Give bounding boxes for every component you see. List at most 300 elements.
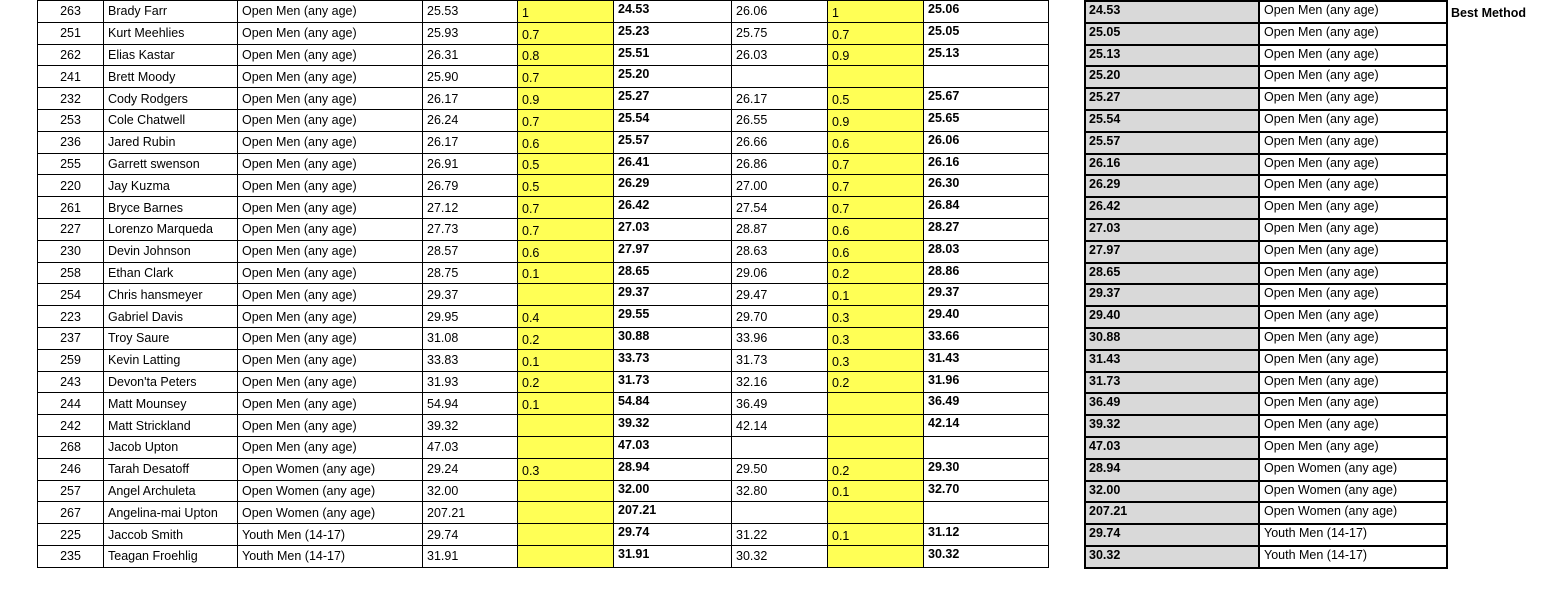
run1-adjustment-cell[interactable] — [518, 415, 614, 437]
bib-cell[interactable]: 237 — [38, 327, 104, 349]
run1-result-cell[interactable]: 25.57 — [614, 131, 732, 153]
best-time-cell[interactable]: 30.32 — [1085, 546, 1259, 568]
run1-time-cell[interactable]: 28.57 — [423, 240, 518, 262]
best-category-cell[interactable]: Open Women (any age) — [1259, 502, 1447, 524]
run1-time-cell[interactable]: 207.21 — [423, 502, 518, 524]
run1-adjustment-cell[interactable]: 0.6 — [518, 240, 614, 262]
run2-result-cell[interactable]: 31.43 — [924, 349, 1049, 371]
best-time-cell[interactable]: 28.94 — [1085, 459, 1259, 481]
best-time-cell[interactable]: 207.21 — [1085, 502, 1259, 524]
run1-time-cell[interactable]: 29.74 — [423, 524, 518, 546]
run2-adjustment-cell[interactable]: 1 — [828, 1, 924, 23]
run2-adjustment-cell[interactable]: 0.9 — [828, 44, 924, 66]
run1-time-cell[interactable]: 26.17 — [423, 131, 518, 153]
category-cell[interactable]: Open Men (any age) — [238, 240, 423, 262]
run2-adjustment-cell[interactable]: 0.1 — [828, 524, 924, 546]
run1-adjustment-cell[interactable]: 0.4 — [518, 306, 614, 328]
run2-result-cell[interactable]: 31.96 — [924, 371, 1049, 393]
run1-result-cell[interactable]: 28.94 — [614, 458, 732, 480]
run2-time-cell[interactable]: 27.54 — [732, 197, 828, 219]
run2-time-cell[interactable]: 25.75 — [732, 22, 828, 44]
run1-result-cell[interactable]: 31.73 — [614, 371, 732, 393]
run2-result-cell[interactable]: 26.84 — [924, 197, 1049, 219]
run1-adjustment-cell[interactable]: 0.2 — [518, 327, 614, 349]
best-category-cell[interactable]: Open Men (any age) — [1259, 241, 1447, 263]
bib-cell[interactable]: 253 — [38, 109, 104, 131]
best-category-cell[interactable]: Open Men (any age) — [1259, 66, 1447, 88]
name-cell[interactable]: Teagan Froehlig — [104, 545, 238, 567]
bib-cell[interactable]: 235 — [38, 545, 104, 567]
run1-adjustment-cell[interactable] — [518, 502, 614, 524]
run1-result-cell[interactable]: 27.03 — [614, 218, 732, 240]
run2-time-cell[interactable]: 30.32 — [732, 545, 828, 567]
run2-result-cell[interactable]: 26.06 — [924, 131, 1049, 153]
run1-adjustment-cell[interactable] — [518, 436, 614, 458]
bib-cell[interactable]: 232 — [38, 88, 104, 110]
bib-cell[interactable]: 268 — [38, 436, 104, 458]
run1-result-cell[interactable]: 29.37 — [614, 284, 732, 306]
best-time-cell[interactable]: 29.37 — [1085, 284, 1259, 306]
best-category-cell[interactable]: Open Men (any age) — [1259, 132, 1447, 154]
best-time-cell[interactable]: 26.42 — [1085, 197, 1259, 219]
best-time-cell[interactable]: 25.20 — [1085, 66, 1259, 88]
run2-time-cell[interactable]: 42.14 — [732, 415, 828, 437]
best-row — [1085, 66, 1447, 88]
category-cell[interactable]: Open Men (any age) — [238, 371, 423, 393]
run1-adjustment-cell[interactable] — [518, 284, 614, 306]
run2-time-cell[interactable]: 26.55 — [732, 109, 828, 131]
run2-time-cell[interactable]: 29.47 — [732, 284, 828, 306]
run1-time-cell[interactable]: 25.53 — [423, 1, 518, 23]
run2-result-cell[interactable] — [924, 502, 1049, 524]
run2-adjustment-cell[interactable] — [828, 545, 924, 567]
run1-time-cell[interactable]: 28.75 — [423, 262, 518, 284]
run2-result-cell[interactable]: 25.05 — [924, 22, 1049, 44]
run1-result-cell[interactable]: 207.21 — [614, 502, 732, 524]
run2-time-cell[interactable]: 29.70 — [732, 306, 828, 328]
name-cell[interactable]: Jay Kuzma — [104, 175, 238, 197]
run2-result-cell[interactable]: 31.12 — [924, 524, 1049, 546]
run2-result-cell[interactable]: 25.65 — [924, 109, 1049, 131]
name-cell[interactable]: Chris hansmeyer — [104, 284, 238, 306]
run1-time-cell[interactable]: 26.31 — [423, 44, 518, 66]
name-cell[interactable]: Cody Rodgers — [104, 88, 238, 110]
best-category-cell[interactable]: Open Men (any age) — [1259, 328, 1447, 350]
run1-time-cell[interactable]: 25.90 — [423, 66, 518, 88]
bib-cell[interactable]: 223 — [38, 306, 104, 328]
run2-time-cell[interactable]: 32.80 — [732, 480, 828, 502]
bib-cell[interactable]: 255 — [38, 153, 104, 175]
run1-result-cell[interactable]: 32.00 — [614, 480, 732, 502]
run1-time-cell[interactable]: 27.73 — [423, 218, 518, 240]
run2-time-cell[interactable]: 28.63 — [732, 240, 828, 262]
run1-time-cell[interactable]: 54.94 — [423, 393, 518, 415]
run1-adjustment-cell[interactable] — [518, 524, 614, 546]
run2-adjustment-cell[interactable]: 0.2 — [828, 371, 924, 393]
run1-time-cell[interactable]: 26.79 — [423, 175, 518, 197]
run1-adjustment-cell[interactable]: 0.9 — [518, 88, 614, 110]
run1-time-cell[interactable]: 27.12 — [423, 197, 518, 219]
run1-time-cell[interactable]: 33.83 — [423, 349, 518, 371]
table-row — [38, 175, 1049, 197]
best-category-cell[interactable]: Open Men (any age) — [1259, 45, 1447, 67]
run2-result-cell[interactable]: 33.66 — [924, 327, 1049, 349]
run2-result-cell[interactable]: 29.30 — [924, 458, 1049, 480]
name-cell[interactable]: Elias Kastar — [104, 44, 238, 66]
run1-adjustment-cell[interactable] — [518, 545, 614, 567]
run2-time-cell[interactable] — [732, 66, 828, 88]
name-cell[interactable]: Kevin Latting — [104, 349, 238, 371]
name-cell[interactable]: Angelina-mai Upton — [104, 502, 238, 524]
category-cell[interactable]: Open Men (any age) — [238, 153, 423, 175]
run2-time-cell[interactable] — [732, 502, 828, 524]
run1-time-cell[interactable]: 29.24 — [423, 458, 518, 480]
category-cell[interactable]: Open Women (any age) — [238, 480, 423, 502]
run2-adjustment-cell[interactable]: 0.1 — [828, 480, 924, 502]
name-cell[interactable]: Gabriel Davis — [104, 306, 238, 328]
best-category-cell[interactable]: Open Men (any age) — [1259, 350, 1447, 372]
run1-adjustment-cell[interactable]: 1 — [518, 1, 614, 23]
best-category-cell[interactable]: Open Men (any age) — [1259, 415, 1447, 437]
run2-time-cell[interactable]: 36.49 — [732, 393, 828, 415]
run2-time-cell[interactable]: 28.87 — [732, 218, 828, 240]
run2-adjustment-cell[interactable]: 0.7 — [828, 153, 924, 175]
run2-result-cell[interactable]: 30.32 — [924, 545, 1049, 567]
run2-result-cell[interactable]: 25.06 — [924, 1, 1049, 23]
category-cell[interactable]: Open Men (any age) — [238, 262, 423, 284]
bib-cell[interactable]: 230 — [38, 240, 104, 262]
category-cell[interactable]: Open Women (any age) — [238, 502, 423, 524]
category-cell[interactable]: Open Men (any age) — [238, 327, 423, 349]
best-category-cell[interactable]: Open Men (any age) — [1259, 197, 1447, 219]
best-time-cell[interactable]: 25.05 — [1085, 23, 1259, 45]
run1-adjustment-cell[interactable]: 0.1 — [518, 349, 614, 371]
name-cell[interactable]: Jared Rubin — [104, 131, 238, 153]
category-cell[interactable]: Open Men (any age) — [238, 44, 423, 66]
name-cell[interactable]: Jaccob Smith — [104, 524, 238, 546]
best-time-cell[interactable]: 36.49 — [1085, 393, 1259, 415]
run1-result-cell[interactable]: 26.29 — [614, 175, 732, 197]
best-category-cell[interactable]: Open Men (any age) — [1259, 154, 1447, 176]
run1-result-cell[interactable]: 27.97 — [614, 240, 732, 262]
run1-time-cell[interactable]: 31.93 — [423, 371, 518, 393]
best-time-cell[interactable]: 47.03 — [1085, 437, 1259, 459]
run1-result-cell[interactable]: 25.20 — [614, 66, 732, 88]
best-category-cell[interactable]: Open Men (any age) — [1259, 437, 1447, 459]
run1-time-cell[interactable]: 39.32 — [423, 415, 518, 437]
best-time-cell[interactable]: 24.53 — [1085, 1, 1259, 23]
run2-adjustment-cell[interactable] — [828, 393, 924, 415]
name-cell[interactable]: Brady Farr — [104, 1, 238, 23]
best-category-cell[interactable]: Open Men (any age) — [1259, 306, 1447, 328]
bib-cell[interactable]: 242 — [38, 415, 104, 437]
best-category-cell[interactable]: Open Men (any age) — [1259, 219, 1447, 241]
run2-result-cell[interactable] — [924, 436, 1049, 458]
run1-adjustment-cell[interactable]: 0.2 — [518, 371, 614, 393]
run1-adjustment-cell[interactable]: 0.7 — [518, 218, 614, 240]
run2-time-cell[interactable]: 33.96 — [732, 327, 828, 349]
run2-adjustment-cell[interactable] — [828, 502, 924, 524]
best-category-cell[interactable]: Youth Men (14-17) — [1259, 546, 1447, 568]
bib-cell[interactable]: 243 — [38, 371, 104, 393]
run1-result-cell[interactable]: 33.73 — [614, 349, 732, 371]
run2-adjustment-cell[interactable]: 0.2 — [828, 262, 924, 284]
run1-time-cell[interactable]: 29.95 — [423, 306, 518, 328]
bib-cell[interactable]: 267 — [38, 502, 104, 524]
run2-time-cell[interactable] — [732, 436, 828, 458]
best-category-cell[interactable]: Open Men (any age) — [1259, 23, 1447, 45]
best-time-cell[interactable]: 28.65 — [1085, 263, 1259, 285]
category-cell[interactable]: Open Men (any age) — [238, 1, 423, 23]
run1-time-cell[interactable]: 32.00 — [423, 480, 518, 502]
table-row — [38, 524, 1049, 546]
run1-result-cell[interactable]: 25.51 — [614, 44, 732, 66]
best-row — [1085, 328, 1447, 350]
best-category-cell[interactable]: Youth Men (14-17) — [1259, 524, 1447, 546]
run2-result-cell[interactable]: 26.30 — [924, 175, 1049, 197]
category-cell[interactable]: Open Men (any age) — [238, 88, 423, 110]
run2-time-cell[interactable]: 27.00 — [732, 175, 828, 197]
run1-result-cell[interactable]: 25.54 — [614, 109, 732, 131]
bib-cell[interactable]: 259 — [38, 349, 104, 371]
table-row — [38, 502, 1049, 524]
best-time-cell[interactable]: 32.00 — [1085, 481, 1259, 503]
run2-result-cell[interactable]: 28.03 — [924, 240, 1049, 262]
best-method-table-body — [1085, 1, 1447, 568]
run2-result-cell[interactable]: 28.27 — [924, 218, 1049, 240]
best-time-cell[interactable]: 29.74 — [1085, 524, 1259, 546]
name-cell[interactable]: Jacob Upton — [104, 436, 238, 458]
bib-cell[interactable]: 254 — [38, 284, 104, 306]
run1-time-cell[interactable]: 26.24 — [423, 109, 518, 131]
bib-cell[interactable]: 251 — [38, 22, 104, 44]
best-category-cell[interactable]: Open Women (any age) — [1259, 481, 1447, 503]
table-row — [38, 153, 1049, 175]
name-cell[interactable]: Angel Archuleta — [104, 480, 238, 502]
run1-result-cell[interactable]: 25.27 — [614, 88, 732, 110]
name-cell[interactable]: Tarah Desatoff — [104, 458, 238, 480]
run1-adjustment-cell[interactable]: 0.3 — [518, 458, 614, 480]
category-cell[interactable]: Open Men (any age) — [238, 131, 423, 153]
category-cell[interactable]: Open Men (any age) — [238, 349, 423, 371]
best-time-cell[interactable]: 31.73 — [1085, 372, 1259, 394]
run2-result-cell[interactable] — [924, 66, 1049, 88]
run1-result-cell[interactable]: 54.84 — [614, 393, 732, 415]
best-time-cell[interactable]: 31.43 — [1085, 350, 1259, 372]
run1-adjustment-cell[interactable]: 0.7 — [518, 22, 614, 44]
name-cell[interactable]: Bryce Barnes — [104, 197, 238, 219]
bib-cell[interactable]: 227 — [38, 218, 104, 240]
name-cell[interactable]: Ethan Clark — [104, 262, 238, 284]
best-time-cell[interactable]: 27.03 — [1085, 219, 1259, 241]
category-cell[interactable]: Open Men (any age) — [238, 218, 423, 240]
run1-time-cell[interactable]: 25.93 — [423, 22, 518, 44]
run2-result-cell[interactable]: 42.14 — [924, 415, 1049, 437]
run2-adjustment-cell[interactable]: 0.6 — [828, 218, 924, 240]
best-category-cell[interactable]: Open Men (any age) — [1259, 393, 1447, 415]
best-category-cell[interactable]: Open Men (any age) — [1259, 110, 1447, 132]
best-category-cell[interactable]: Open Men (any age) — [1259, 1, 1447, 23]
best-time-cell[interactable]: 27.97 — [1085, 241, 1259, 263]
bib-cell[interactable]: 263 — [38, 1, 104, 23]
name-cell[interactable]: Devon'ta Peters — [104, 371, 238, 393]
run1-time-cell[interactable]: 26.17 — [423, 88, 518, 110]
category-cell[interactable]: Open Men (any age) — [238, 66, 423, 88]
run1-adjustment-cell[interactable]: 0.5 — [518, 153, 614, 175]
best-category-cell[interactable]: Open Men (any age) — [1259, 372, 1447, 394]
run2-time-cell[interactable]: 26.03 — [732, 44, 828, 66]
run2-time-cell[interactable]: 29.06 — [732, 262, 828, 284]
run1-adjustment-cell[interactable]: 0.1 — [518, 393, 614, 415]
run2-time-cell[interactable]: 29.50 — [732, 458, 828, 480]
bib-cell[interactable]: 261 — [38, 197, 104, 219]
best-time-cell[interactable]: 25.13 — [1085, 45, 1259, 67]
best-row — [1085, 45, 1447, 67]
best-time-cell[interactable]: 25.57 — [1085, 132, 1259, 154]
category-cell[interactable]: Youth Men (14-17) — [238, 524, 423, 546]
best-time-cell[interactable]: 39.32 — [1085, 415, 1259, 437]
bib-cell[interactable]: 241 — [38, 66, 104, 88]
name-cell[interactable]: Brett Moody — [104, 66, 238, 88]
run2-result-cell[interactable]: 25.13 — [924, 44, 1049, 66]
best-category-cell[interactable]: Open Men (any age) — [1259, 263, 1447, 285]
name-cell[interactable]: Lorenzo Marqueda — [104, 218, 238, 240]
run2-time-cell[interactable]: 31.73 — [732, 349, 828, 371]
run2-adjustment-cell[interactable]: 0.7 — [828, 197, 924, 219]
run1-result-cell[interactable]: 29.55 — [614, 306, 732, 328]
table-row — [38, 1, 1049, 23]
run2-adjustment-cell[interactable]: 0.3 — [828, 327, 924, 349]
run2-result-cell[interactable]: 32.70 — [924, 480, 1049, 502]
run2-adjustment-cell[interactable]: 0.2 — [828, 458, 924, 480]
run2-adjustment-cell[interactable]: 0.9 — [828, 109, 924, 131]
run1-adjustment-cell[interactable]: 0.1 — [518, 262, 614, 284]
run2-time-cell[interactable]: 26.17 — [732, 88, 828, 110]
bib-cell[interactable]: 258 — [38, 262, 104, 284]
run2-time-cell[interactable]: 32.16 — [732, 371, 828, 393]
run1-adjustment-cell[interactable]: 0.8 — [518, 44, 614, 66]
best-time-cell[interactable]: 26.16 — [1085, 154, 1259, 176]
run1-result-cell[interactable]: 26.42 — [614, 197, 732, 219]
run1-adjustment-cell[interactable]: 0.7 — [518, 197, 614, 219]
run2-result-cell[interactable]: 25.67 — [924, 88, 1049, 110]
run2-adjustment-cell[interactable] — [828, 436, 924, 458]
best-row — [1085, 197, 1447, 219]
run1-adjustment-cell[interactable]: 0.7 — [518, 109, 614, 131]
run2-time-cell[interactable]: 26.66 — [732, 131, 828, 153]
run1-result-cell[interactable]: 24.53 — [614, 1, 732, 23]
run2-adjustment-cell[interactable]: 0.5 — [828, 88, 924, 110]
category-cell[interactable]: Youth Men (14-17) — [238, 545, 423, 567]
run2-adjustment-cell[interactable] — [828, 415, 924, 437]
run1-result-cell[interactable]: 29.74 — [614, 524, 732, 546]
run1-time-cell[interactable]: 47.03 — [423, 436, 518, 458]
run1-time-cell[interactable]: 31.91 — [423, 545, 518, 567]
run2-time-cell[interactable]: 26.86 — [732, 153, 828, 175]
run2-adjustment-cell[interactable] — [828, 66, 924, 88]
run2-adjustment-cell[interactable]: 0.7 — [828, 22, 924, 44]
run1-adjustment-cell[interactable]: 0.6 — [518, 131, 614, 153]
run1-time-cell[interactable]: 31.08 — [423, 327, 518, 349]
run1-result-cell[interactable]: 47.03 — [614, 436, 732, 458]
name-cell[interactable]: Kurt Meehlies — [104, 22, 238, 44]
run1-adjustment-cell[interactable]: 0.7 — [518, 66, 614, 88]
best-category-cell[interactable]: Open Women (any age) — [1259, 459, 1447, 481]
run1-result-cell[interactable]: 28.65 — [614, 262, 732, 284]
best-time-cell[interactable]: 30.88 — [1085, 328, 1259, 350]
run1-adjustment-cell[interactable]: 0.5 — [518, 175, 614, 197]
name-cell[interactable]: Matt Strickland — [104, 415, 238, 437]
run2-adjustment-cell[interactable]: 0.3 — [828, 306, 924, 328]
table-row — [38, 197, 1049, 219]
run2-time-cell[interactable]: 31.22 — [732, 524, 828, 546]
run2-adjustment-cell[interactable]: 0.6 — [828, 131, 924, 153]
run1-time-cell[interactable]: 29.37 — [423, 284, 518, 306]
run2-result-cell[interactable]: 26.16 — [924, 153, 1049, 175]
run2-result-cell[interactable]: 28.86 — [924, 262, 1049, 284]
category-cell[interactable]: Open Men (any age) — [238, 415, 423, 437]
run2-adjustment-cell[interactable]: 0.1 — [828, 284, 924, 306]
run1-result-cell[interactable]: 26.41 — [614, 153, 732, 175]
bib-cell[interactable]: 262 — [38, 44, 104, 66]
best-category-cell[interactable]: Open Men (any age) — [1259, 284, 1447, 306]
run1-time-cell[interactable]: 26.91 — [423, 153, 518, 175]
run1-result-cell[interactable]: 39.32 — [614, 415, 732, 437]
run1-adjustment-cell[interactable] — [518, 480, 614, 502]
category-cell[interactable]: Open Men (any age) — [238, 175, 423, 197]
run1-result-cell[interactable]: 30.88 — [614, 327, 732, 349]
table-row — [38, 66, 1049, 88]
run2-result-cell[interactable]: 29.37 — [924, 284, 1049, 306]
run2-result-cell[interactable]: 36.49 — [924, 393, 1049, 415]
name-cell[interactable]: Garrett swenson — [104, 153, 238, 175]
name-cell[interactable]: Devin Johnson — [104, 240, 238, 262]
run2-result-cell[interactable]: 29.40 — [924, 306, 1049, 328]
run2-adjustment-cell[interactable]: 0.7 — [828, 175, 924, 197]
best-time-cell[interactable]: 29.40 — [1085, 306, 1259, 328]
name-cell[interactable]: Cole Chatwell — [104, 109, 238, 131]
best-time-cell[interactable]: 25.27 — [1085, 88, 1259, 110]
bib-cell[interactable]: 246 — [38, 458, 104, 480]
category-cell[interactable]: Open Men (any age) — [238, 436, 423, 458]
best-category-cell[interactable]: Open Men (any age) — [1259, 88, 1447, 110]
run2-adjustment-cell[interactable]: 0.6 — [828, 240, 924, 262]
category-cell[interactable]: Open Men (any age) — [238, 306, 423, 328]
name-cell[interactable]: Troy Saure — [104, 327, 238, 349]
bib-cell[interactable]: 220 — [38, 175, 104, 197]
bib-cell[interactable]: 225 — [38, 524, 104, 546]
run2-adjustment-cell[interactable]: 0.3 — [828, 349, 924, 371]
category-cell[interactable]: Open Women (any age) — [238, 458, 423, 480]
run1-result-cell[interactable]: 25.23 — [614, 22, 732, 44]
best-category-cell[interactable]: Open Men (any age) — [1259, 175, 1447, 197]
category-cell[interactable]: Open Men (any age) — [238, 22, 423, 44]
category-cell[interactable]: Open Men (any age) — [238, 109, 423, 131]
category-cell[interactable]: Open Men (any age) — [238, 393, 423, 415]
best-row — [1085, 306, 1447, 328]
bib-cell[interactable]: 244 — [38, 393, 104, 415]
run1-result-cell[interactable]: 31.91 — [614, 545, 732, 567]
name-cell[interactable]: Matt Mounsey — [104, 393, 238, 415]
bib-cell[interactable]: 236 — [38, 131, 104, 153]
bib-cell[interactable]: 257 — [38, 480, 104, 502]
best-time-cell[interactable]: 25.54 — [1085, 110, 1259, 132]
best-row — [1085, 110, 1447, 132]
best-time-cell[interactable]: 26.29 — [1085, 175, 1259, 197]
run2-time-cell[interactable]: 26.06 — [732, 1, 828, 23]
category-cell[interactable]: Open Men (any age) — [238, 197, 423, 219]
category-cell[interactable]: Open Men (any age) — [238, 284, 423, 306]
